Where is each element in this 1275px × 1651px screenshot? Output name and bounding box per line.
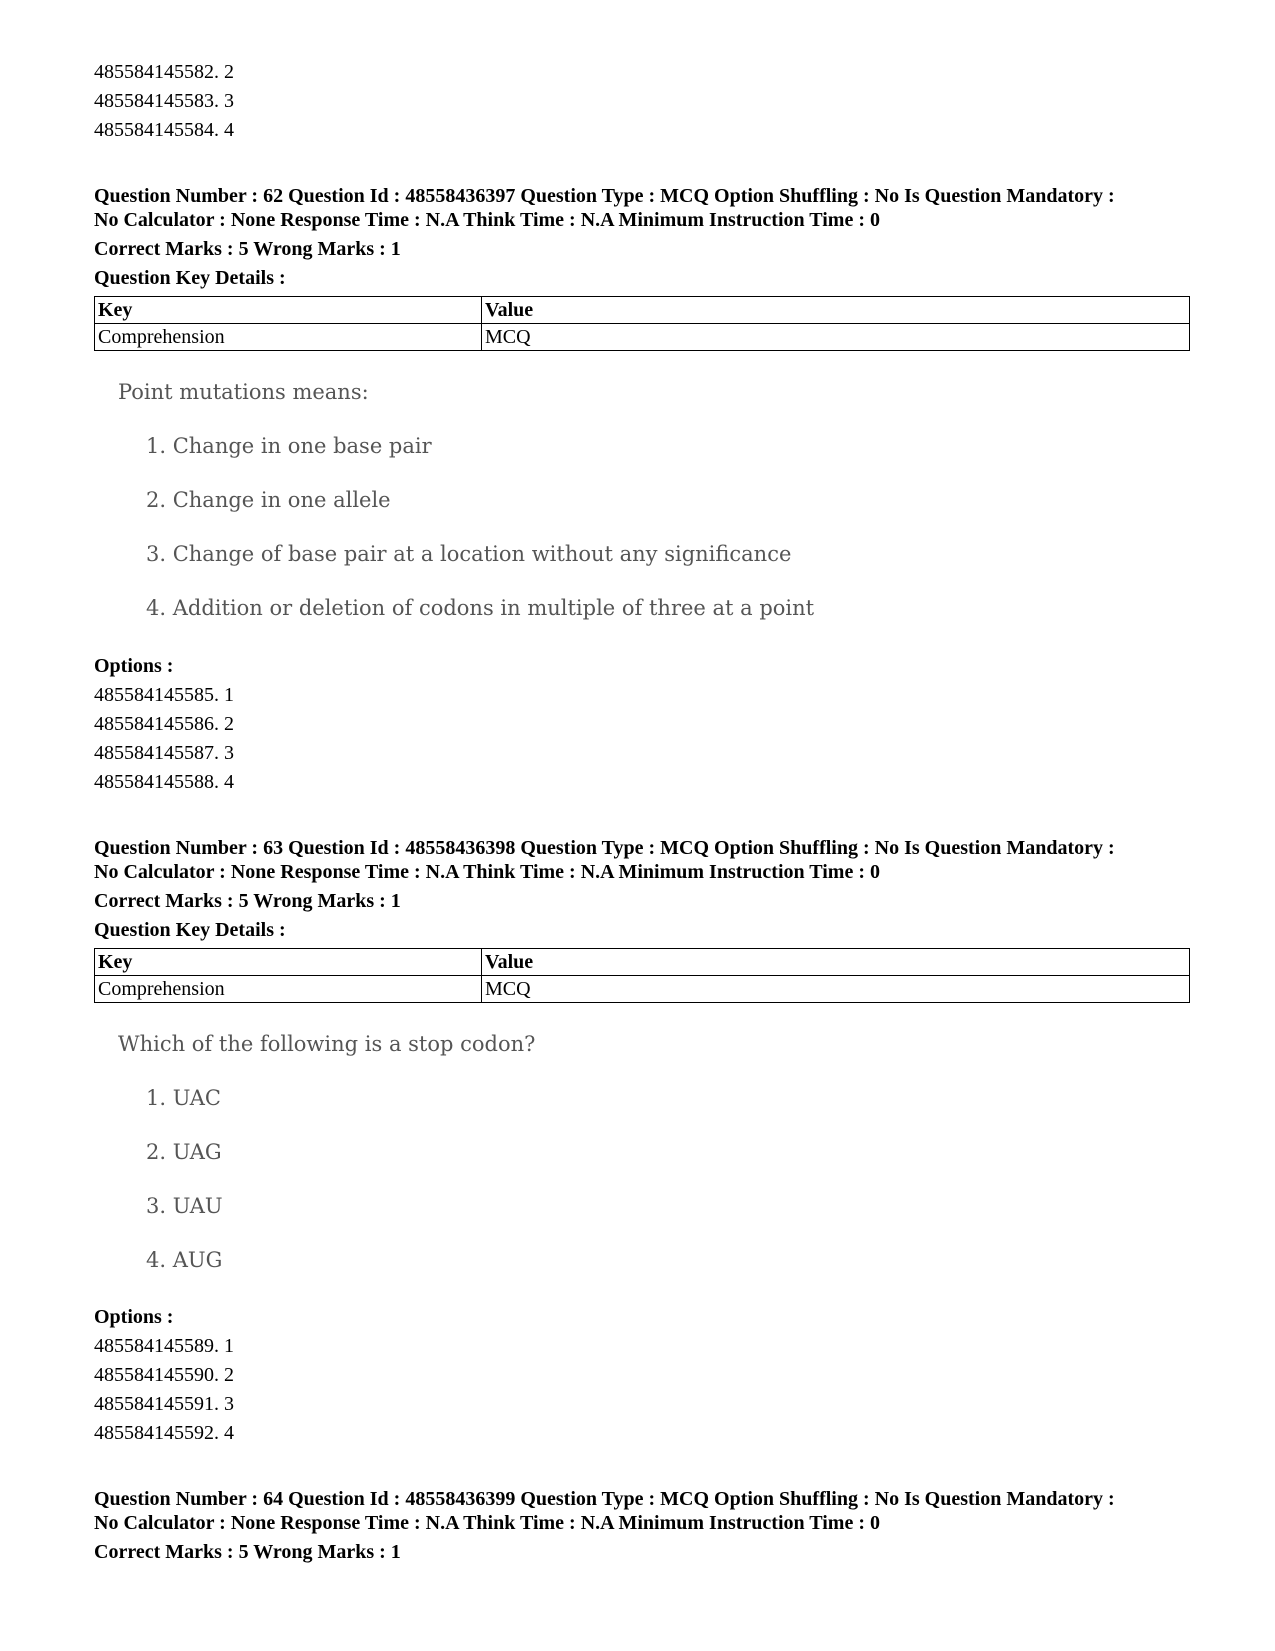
option-line: 485584145588. 4 <box>94 771 234 793</box>
option-line: 485584145590. 2 <box>94 1364 234 1386</box>
question-marks: Correct Marks : 5 Wrong Marks : 1 <box>94 1541 401 1563</box>
question-header-line1: Question Number : 63 Question Id : 48558436398 Question Type : MCQ Option Shuffling : No Is Question Mandatory : <box>94 837 1115 859</box>
table-cell-value: MCQ <box>482 976 1190 1003</box>
option-line: 485584145586. 2 <box>94 713 234 735</box>
key-details-label: Question Key Details : <box>94 267 286 289</box>
table-header-key: Key <box>95 949 482 976</box>
question-choice: 3. Change of base pair at a location without any significance <box>146 542 792 566</box>
option-line: 485584145591. 3 <box>94 1393 234 1415</box>
question-text: Which of the following is a stop codon? <box>118 1032 536 1056</box>
key-details-table <box>94 948 1190 1003</box>
question-choice: 3. UAU <box>146 1194 223 1218</box>
table-header-row <box>95 949 1190 976</box>
question-header-line1: Question Number : 64 Question Id : 48558436399 Question Type : MCQ Option Shuffling : No Is Question Mandatory : <box>94 1488 1115 1510</box>
question-marks: Correct Marks : 5 Wrong Marks : 1 <box>94 238 401 260</box>
option-line: 485584145592. 4 <box>94 1422 234 1444</box>
table-header-value: Value <box>482 949 1190 976</box>
table-cell-value: MCQ <box>482 324 1190 351</box>
question-header-line2: No Calculator : None Response Time : N.A Think Time : N.A Minimum Instruction Time : 0 <box>94 209 880 231</box>
table-header-row <box>95 297 1190 324</box>
option-line: 485584145582. 2 <box>94 61 234 83</box>
option-line: 485584145587. 3 <box>94 742 234 764</box>
table-cell-key: Comprehension <box>95 324 482 351</box>
question-header-line2: No Calculator : None Response Time : N.A Think Time : N.A Minimum Instruction Time : 0 <box>94 1512 880 1534</box>
options-label: Options : <box>94 655 174 677</box>
question-text: Point mutations means: <box>118 380 369 404</box>
question-choice: 4. AUG <box>146 1248 223 1272</box>
table-header-key: Key <box>95 297 482 324</box>
options-label: Options : <box>94 1306 174 1328</box>
question-choice: 1. Change in one base pair <box>146 434 432 458</box>
table-row <box>95 324 1190 351</box>
key-details-label: Question Key Details : <box>94 919 286 941</box>
option-line: 485584145585. 1 <box>94 684 234 706</box>
option-line: 485584145589. 1 <box>94 1335 234 1357</box>
question-choice: 2. Change in one allele <box>146 488 391 512</box>
table-header-value: Value <box>482 297 1190 324</box>
question-header-line1: Question Number : 62 Question Id : 48558436397 Question Type : MCQ Option Shuffling : No Is Question Mandatory : <box>94 185 1115 207</box>
option-line: 485584145584. 4 <box>94 119 234 141</box>
question-choice: 4. Addition or deletion of codons in multiple of three at a point <box>146 596 815 620</box>
question-choice: 1. UAC <box>146 1086 221 1110</box>
question-header-line2: No Calculator : None Response Time : N.A Think Time : N.A Minimum Instruction Time : 0 <box>94 861 880 883</box>
table-cell-key: Comprehension <box>95 976 482 1003</box>
table-row <box>95 976 1190 1003</box>
key-details-table <box>94 296 1190 351</box>
question-choice: 2. UAG <box>146 1140 222 1164</box>
option-line: 485584145583. 3 <box>94 90 234 112</box>
question-marks: Correct Marks : 5 Wrong Marks : 1 <box>94 890 401 912</box>
